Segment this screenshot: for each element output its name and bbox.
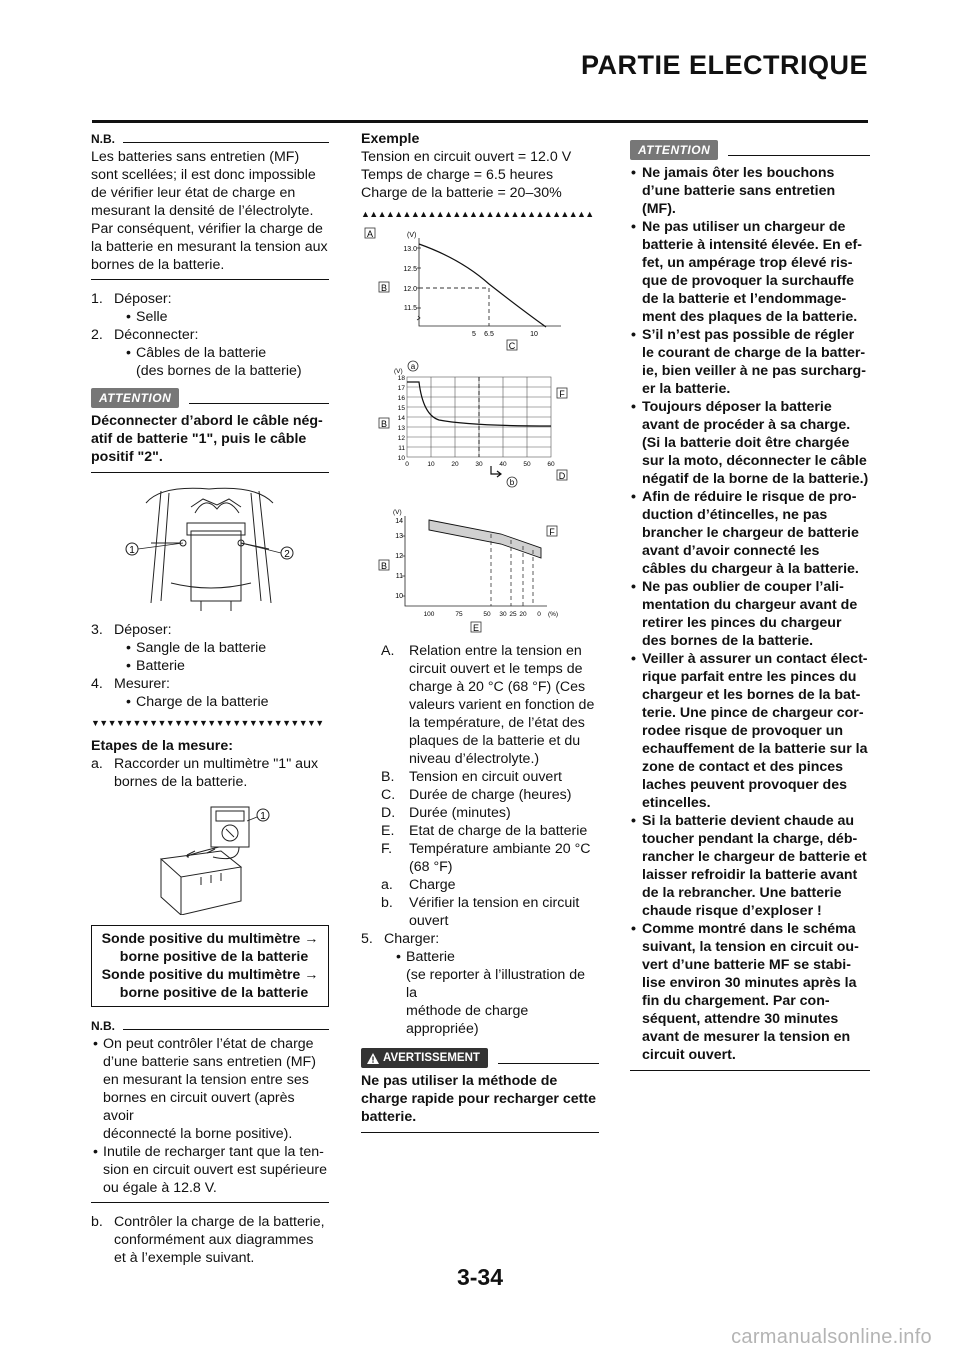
multimeter-illustration <box>91 797 329 915</box>
text-line: sion en circuit ouvert est supérieure <box>103 1162 327 1178</box>
svg-text:F: F <box>549 527 555 537</box>
caution-item: • Comme montré dans le schéma suivant, la tension en circuit ou- vert d’une batterie MF se stabi- lise environ 30 minutes après la fin du chargement. Par con- séquent, attendre 30 minutes avant de mesurer la tension en circuit ouvert. <box>630 920 870 1064</box>
list-item: • Charge de la batterie <box>124 693 329 711</box>
svg-text:(%): (%) <box>547 611 559 618</box>
chart-voltage-vs-charge-time <box>361 224 599 356</box>
svg-text:10: 10 <box>427 461 435 468</box>
text-line: Par conséquent, vérifier la charge de <box>91 221 323 237</box>
text-line: Tension en circuit ouvert = 12.0 V <box>361 149 572 165</box>
svg-text:11: 11 <box>395 573 403 580</box>
caution-item: • S’il n’est pas possible de régler le courant de charge de la batter- ie, bien veiller à ne pas surcharg- er la batterie. <box>630 326 870 398</box>
figure-legend <box>381 642 599 930</box>
svg-text:13: 13 <box>397 425 405 432</box>
watermark: carmanualsonline.info <box>731 1326 932 1348</box>
start-marker: ▼▼▼▼▼▼▼▼▼▼▼▼▼▼▼▼▼▼▼▼▼▼▼▼▼▼▼▼ <box>91 718 324 728</box>
svg-text:20: 20 <box>451 461 459 468</box>
legend-item: a. Charge <box>381 877 456 893</box>
note-label: N.B. <box>91 132 115 146</box>
text-line: • Inutile de recharger tant que la ten- <box>103 1144 324 1160</box>
list-item: • Câbles de la batterie <box>124 344 329 362</box>
text-line: de vérifier leur état de charge en <box>91 185 296 201</box>
svg-text:5: 5 <box>472 331 476 338</box>
caution-item: • Toujours déposer la batterie avant de procéder à sa charge. (Si la batterie doit être chargée sur la moto, déconnecter le câble négatif de la borne de la batterie.) <box>630 398 870 488</box>
list-item: • Batterie <box>124 657 329 675</box>
warning-text <box>361 1072 599 1126</box>
svg-text:(V): (V) <box>393 509 402 516</box>
svg-text:0: 0 <box>405 461 409 468</box>
svg-text:60: 60 <box>547 461 555 468</box>
svg-text:14: 14 <box>395 518 403 525</box>
step-3: 3. Déposer: <box>91 622 172 638</box>
text-line: sont scellées; il est donc impossible <box>91 167 316 183</box>
text-line: ou égale à 12.8 V. <box>103 1180 217 1196</box>
page-title: PARTIE ELECTRIQUE <box>580 50 868 80</box>
text-line: d’une batterie sans entretien (MF) <box>103 1054 316 1070</box>
text-line: Ne pas utiliser la méthode de <box>361 1073 558 1089</box>
legend-item: E. Etat de charge de la batterie <box>381 823 588 839</box>
text-line: Charge de la batterie = 20–30% <box>361 185 562 201</box>
step-2: 2. Déconnecter: <box>91 327 199 343</box>
legend-item: C. Durée de charge (heures) <box>381 787 572 803</box>
svg-text:(V): (V) <box>394 368 403 375</box>
text-line: méthode de charge appropriée) <box>406 1003 529 1037</box>
svg-text:11.5: 11.5 <box>403 305 417 312</box>
caution-item: • Afin de réduire le risque de pro- duction d’étincelles, ne pas brancher le chargeur de batterie avant d’avoir connecté les câbles du chargeur à la batterie. <box>630 488 870 578</box>
svg-text:B: B <box>380 419 388 429</box>
battery-location-illustration <box>91 483 329 615</box>
text-line: atif de batterie "1", puis le câble <box>91 431 307 447</box>
caution-header <box>91 388 329 408</box>
legend-item: B. Tension en circuit ouvert <box>381 769 562 785</box>
step-1: 1. Déposer: <box>91 291 172 307</box>
caution-list <box>630 164 870 1064</box>
note-text <box>91 148 329 274</box>
warning-icon <box>367 1053 379 1064</box>
column-middle <box>361 130 599 1133</box>
text-line: déconnecté la borne positive). <box>103 1126 293 1142</box>
step-a: a. Raccorder un multimètre "1" aux bornes de la batterie. <box>91 755 329 791</box>
svg-text:10: 10 <box>397 455 405 462</box>
warning-header <box>361 1048 599 1068</box>
svg-text:D: D <box>558 471 566 481</box>
probe-box: Sonde positive du multimètre → borne positive de la batterie Sonde positive du multimètre → borne positive de la batterie <box>91 925 329 1007</box>
svg-text:F: F <box>559 389 565 399</box>
end-marker: ▲▲▲▲▲▲▲▲▲▲▲▲▲▲▲▲▲▲▲▲▲▲▲▲▲▲▲▲ <box>361 209 594 219</box>
list-item: • Selle <box>124 308 329 326</box>
list-item: • Sangle de la batterie <box>124 639 329 657</box>
text-line: bornes de la batterie. <box>91 257 225 273</box>
caution-text <box>91 412 329 466</box>
example-text <box>361 148 599 202</box>
text-line: mesurant la densité de l’électrolyte. <box>91 203 314 219</box>
svg-text:50: 50 <box>523 461 531 468</box>
text-line: conformément aux diagrammes <box>114 1232 314 1248</box>
note-label: N.B. <box>91 1019 115 1033</box>
svg-text:A: A <box>366 229 374 239</box>
header-rule <box>92 120 868 123</box>
legend-item: A. Relation entre la tension en circuit ouvert et le temps de charge à 20 °C (68 °F) (Ces valeurs varient en fonction de la température, de l’état des plaques de la batterie et du niveau d’électrolyte.) <box>381 643 595 767</box>
svg-text:12.5: 12.5 <box>403 266 417 273</box>
svg-text:b: b <box>509 478 515 487</box>
svg-text:E: E <box>472 623 480 633</box>
caution-badge: ATTENTION <box>630 140 718 160</box>
svg-text:15: 15 <box>397 405 405 412</box>
svg-text:100: 100 <box>423 611 435 618</box>
chart-voltage-vs-duration <box>361 360 599 500</box>
chart-voltage-vs-state-of-charge <box>361 506 599 634</box>
svg-text:17: 17 <box>397 385 405 392</box>
svg-text:75: 75 <box>455 611 463 618</box>
svg-text:12: 12 <box>395 553 403 560</box>
svg-text:(V): (V) <box>407 232 417 239</box>
text-line: batterie. <box>361 1109 417 1125</box>
note-block-2 <box>91 1017 329 1203</box>
legend-item: F. Température ambiante 20 °C (68 °F) <box>381 841 591 875</box>
svg-text:6.5: 6.5 <box>484 331 494 338</box>
step-b: b. Contrôler la charge de la batterie, conformément aux diagrammes et à l’exemple suivant. <box>91 1213 329 1267</box>
text-line: Les batteries sans entretien (MF) <box>91 149 300 165</box>
svg-text:14: 14 <box>397 415 405 422</box>
svg-text:11: 11 <box>398 445 405 452</box>
svg-text:18: 18 <box>397 375 405 382</box>
callout-2: 2 <box>284 549 290 560</box>
caution-item: • Veiller à assurer un contact élect- rique parfait entre les pinces du chargeur et les bornes de la bat- terie. Une pince de chargeur cor- rodee risque de provoquer un echauffement de la batterie sur la zone de contact et des pinces laches peuvent provoquer des etincelles. <box>630 650 870 812</box>
text-line: en mesurant la tension entre ses <box>103 1072 309 1088</box>
callout-1: 1 <box>129 545 135 556</box>
svg-text:30: 30 <box>499 611 507 618</box>
caution-item: • Ne jamais ôter les bouchons d’une batterie sans entretien (MF). <box>630 164 870 218</box>
column-left: N.B. Les batteries sans entretien (MF) sont scellées; il est donc impossible de vérifier leur état de charge en mesurant la densité de l’électrolyte. Par conséquent, vérifier la charge de la batterie en mesurant la tension aux bornes de la batterie. 1. Déposer: • Selle 2. Déconnecter: • Câbles de la batterie (des bornes de la batterie) ATTENTION Déconnecter d’abord le câble nég- atif de batterie "1", puis le câble positif "2". 1 2 3. Déposer: • Sangle de la batterie • Batterie 4. Mesurer: • Charge de la batterie ▼▼▼▼▼▼▼▼▼▼▼▼▼▼▼▼▼▼▼▼▼▼▼▼▼▼▼▼ Etapes de la mesure: a. Raccorder un multimètre "1" aux bornes de la batterie. 1 Sonde positive du multimètre → borne positive de la batterie Sonde positive du multimètre → borne positive de la batterie N.B. • On peut contrôler l’état de charge d’une batterie sans entretien (MF) en mesurant la tension entre ses bornes en circuit ouvert (après avoir déconnecté la borne positive). • Inutile de recharger tant que la ten- sion en circuit ouvert est supérieure ou égale à 12.8 V. b. Contrôler la charge de la batterie, conformément aux diagrammes et à l’exemple suivant. <box>91 130 329 1267</box>
text-line: positif "2". <box>91 449 163 465</box>
svg-text:13: 13 <box>395 533 403 540</box>
svg-text:25: 25 <box>509 611 517 618</box>
text-line: bornes de la batterie. <box>114 774 248 790</box>
example-title: Exemple <box>361 131 420 147</box>
text-line: Déconnecter d’abord le câble nég- <box>91 413 323 429</box>
text-line: et à l’exemple suivant. <box>114 1250 255 1266</box>
legend-item: D. Durée (minutes) <box>381 805 511 821</box>
caution-item: • Si la batterie devient chaude au toucher pendant la charge, déb- rancher le chargeur de batterie et laisser refroidir la batterie avant de la rebrancher. Une batterie chaude risque d’exploser ! <box>630 812 870 920</box>
step-4: 4. Mesurer: <box>91 676 170 692</box>
svg-text:20: 20 <box>519 611 527 618</box>
text-line: Contrôler la charge de la batterie, <box>114 1214 325 1230</box>
caution-header <box>630 140 870 160</box>
text-line: la batterie en mesurant la tension aux <box>91 239 328 255</box>
text-line: (se reporter à l’illustration de la <box>406 967 585 1001</box>
svg-text:50: 50 <box>483 611 491 618</box>
list-item <box>91 1035 329 1143</box>
text-line: • On peut contrôler l’état de charge <box>103 1036 314 1052</box>
svg-text:B: B <box>380 283 388 293</box>
step-5: 5. Charger: <box>361 931 440 947</box>
text-line: charge rapide pour recharger cette <box>361 1091 596 1107</box>
svg-text:10: 10 <box>530 331 538 338</box>
svg-text:12: 12 <box>397 435 405 442</box>
callout-1: 1 <box>260 811 266 822</box>
note-block-1 <box>91 130 329 280</box>
list-item <box>91 1143 329 1197</box>
text-line: Temps de charge = 6.5 heures <box>361 167 554 183</box>
svg-text:30: 30 <box>475 461 483 468</box>
text-line: bornes en circuit ouvert (après avoir <box>103 1090 295 1124</box>
warning-badge: AVERTISSEMENT <box>361 1048 488 1068</box>
caution-badge: ATTENTION <box>91 388 179 408</box>
svg-text:10: 10 <box>395 593 403 600</box>
text-line: Raccorder un multimètre "1" aux <box>114 756 319 772</box>
svg-text:a: a <box>410 362 416 371</box>
svg-text:16: 16 <box>397 395 405 402</box>
page-number: 3-34 <box>456 1264 504 1290</box>
list-item: • Batterie <box>394 948 599 966</box>
column-right <box>630 130 870 1071</box>
caution-item: • Ne pas utiliser un chargeur de batterie à intensité élevée. En ef- fet, un ampérage trop élevé ris- que de provoquer la surchauffe de la batterie et l’endommage- ment des plaques de la batterie. <box>630 218 870 326</box>
legend-item: b. Vérifier la tension en circuit ouvert <box>381 895 580 929</box>
measure-title: Etapes de la mesure: <box>91 738 233 754</box>
svg-text:C: C <box>508 341 516 351</box>
svg-text:12.0: 12.0 <box>403 286 417 293</box>
svg-text:13.0: 13.0 <box>403 246 417 253</box>
svg-text:B: B <box>380 561 388 571</box>
svg-text:40: 40 <box>499 461 507 468</box>
svg-text:0: 0 <box>537 611 541 618</box>
caution-item: • Ne pas oublier de couper l’ali- mentation du chargeur avant de retirer les pinces du chargeur des bornes de la batterie. <box>630 578 870 650</box>
